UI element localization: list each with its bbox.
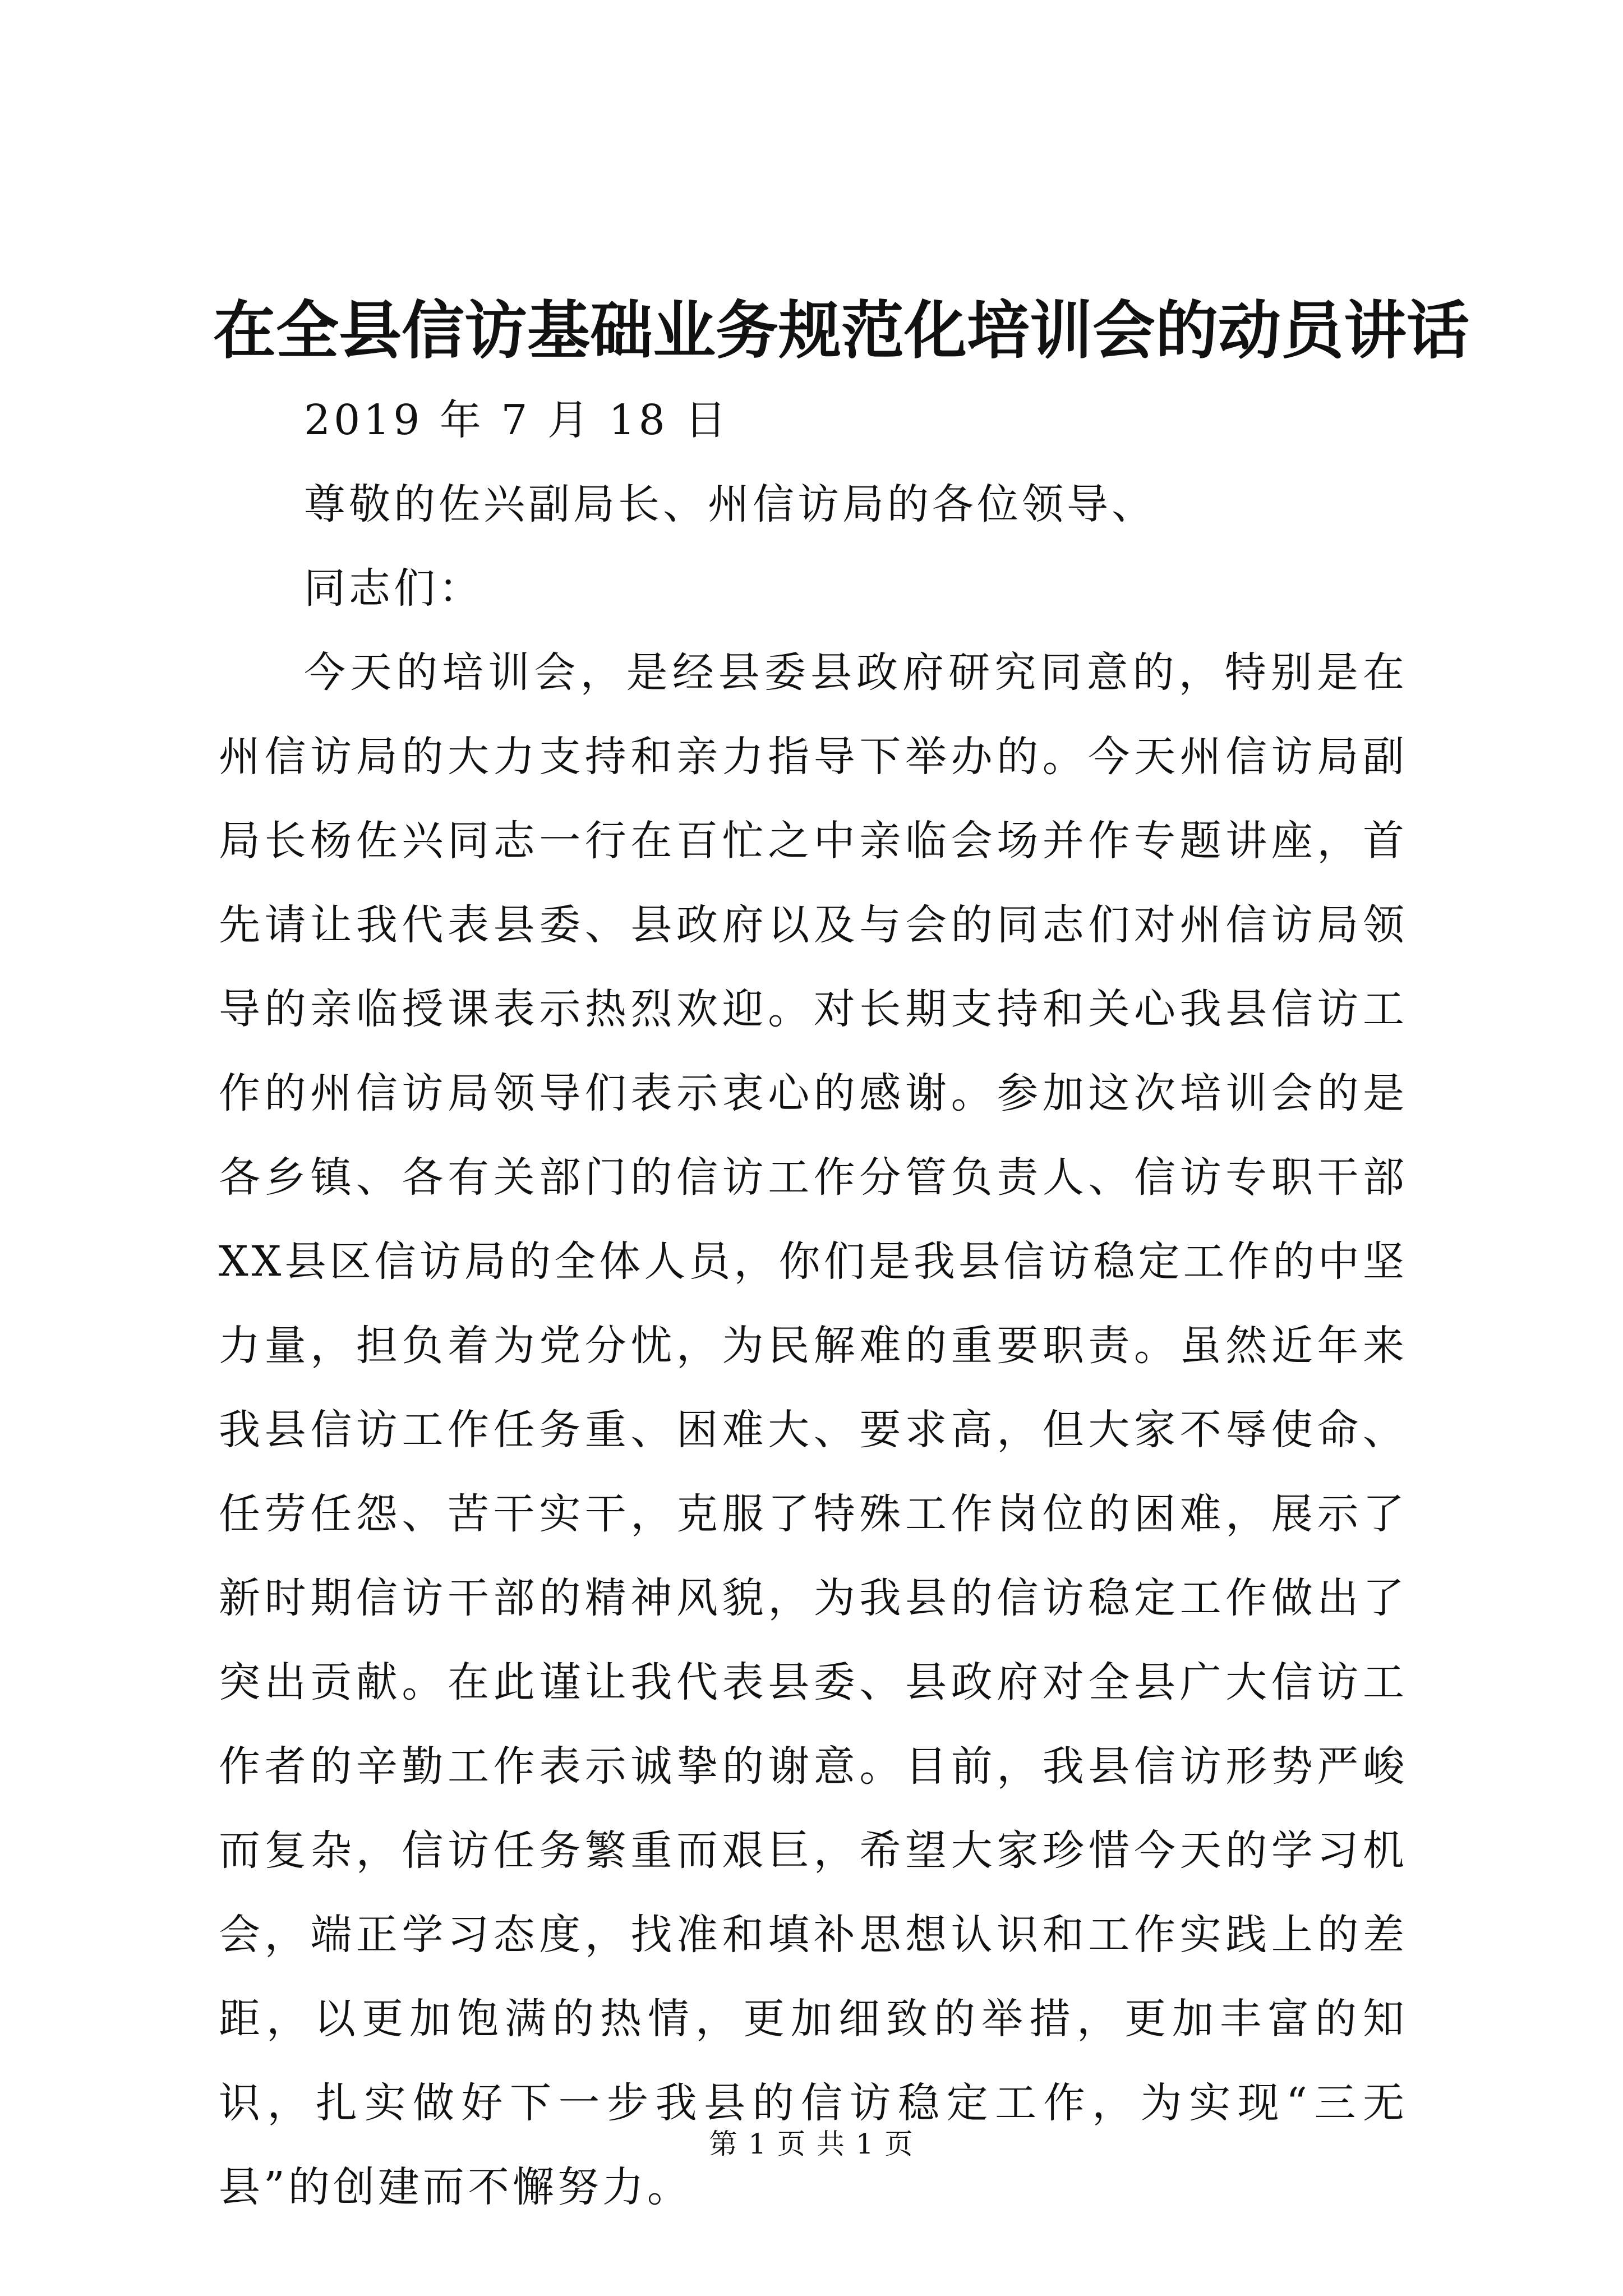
document-title: 在全县信访基础业务规范化培训会的动员讲话: [213, 294, 1469, 367]
salutation-line-1: 尊敬的佐兴副局长、州信访局的各位领导、: [304, 480, 1156, 528]
body-paragraph: 今天的培训会，是经县委县政府研究同意的，特别是在州信访局的大力支持和亲力指导下举办的。今天州信访局副局长杨佐兴同志一行在百忙之中亲临会场并作专题讲座，首先请让我代表县委、县政府以及与会的同志们对州信访局领导的亲临授课表示热烈欢迎。对长期支持和关心我县信访工作的州信访局领导们表示衷心的感谢。参加这次培训会的是各乡镇、各有关部门的信访工作分管负责人、信访专职干部XX县区信访局的全体人员，你们是我县信访稳定工作的中坚力量，担负着为党分忧，为民解难的重要职责。虽然近年来我县信访工作任务重、困难大、要求高，但大家不辱使命、任劳任怨、苦干实干，克服了特殊工作岗位的困难，展示了新时期信访干部的精神风貌，为我县的信访稳定工作做出了突出贡献。在此谨让我代表县委、县政府对全县广大信访工作者的辛勤工作表示诚挚的谢意。目前，我县信访形势严峻而复杂，信访任务繁重而艰巨，希望大家珍惜今天的学习机会，端正学习态度，找准和填补思想认识和工作实践上的差距，以更加饱满的热情，更加细致的举措，更加丰富的知识，扎实做好下一步我县的信访稳定工作，为实现“三无县”的创建而不懈努力。: [219, 648, 1408, 2211]
document-body: [219, 378, 1408, 2229]
page-footer: 第 1 页 共 1 页: [709, 2128, 914, 2160]
date-line: 2019 年 7 月 18 日: [304, 396, 730, 444]
salutation-line-2: 同志们：: [304, 564, 483, 613]
